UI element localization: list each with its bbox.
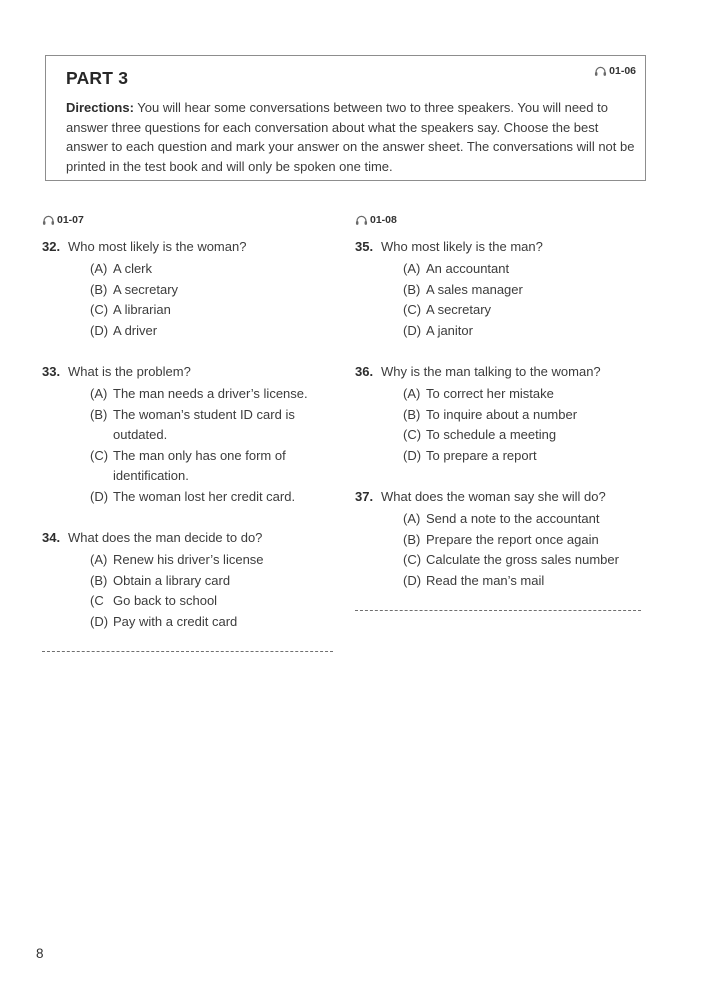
option-text: Read the man’s mail [426,572,545,588]
option-letter: (D) [90,322,109,338]
option-text: A librarian [113,302,171,317]
answer-option [403,509,645,530]
question-text: What does the man decide to do? [68,530,263,545]
answer-option [90,405,342,446]
options-list [42,550,342,632]
option-text: To prepare a report [426,447,537,463]
headphones-icon [594,65,607,77]
question-text: Who most likely is the man? [381,239,543,254]
option-text: Pay with a credit card [113,613,238,629]
answer-option [90,571,342,592]
answer-option [403,384,645,405]
part-title: PART 3 [66,68,129,88]
question-number: 34. [42,530,61,545]
cut-line-dashed [42,651,333,652]
question-line [355,488,645,505]
question-number: 37. [355,489,374,504]
question-number: 35. [355,239,374,254]
answer-option [90,300,342,321]
options-list [42,259,342,341]
option-letter: (B) [90,281,108,297]
audio-track-chip [42,213,342,226]
options-list [42,384,342,507]
question-text: Why is the man talking to the woman? [381,364,601,379]
option-letter: (D) [90,488,109,504]
option-letter: (C) [90,447,109,463]
answer-option [403,300,645,321]
option-letter: (A) [403,511,421,526]
option-letter: (A) [403,261,421,276]
answer-option [403,425,645,446]
option-letter: (C) [403,552,422,567]
option-letter: (A) [90,261,108,276]
option-text: Go back to school [113,593,218,608]
option-letter: (D) [90,613,109,629]
question-line [355,238,645,255]
option-letter: (D) [403,322,422,338]
question-36 [355,363,645,466]
option-letter: (C) [403,302,422,317]
option-text: To inquire about a number [426,406,578,422]
answer-option [403,550,645,571]
directions-text: You will hear some conversations between two to three speakers. You will need to answer three questions for each conversation about what the speakers say. Choose the best answer to each question and mark your answer on the answer sheet. The conversations will not be printed in the test book and will only be spoken one time. [66,100,635,174]
answer-option [90,384,342,405]
answer-option [90,612,342,633]
answer-option [403,321,645,342]
option-text: The woman lost her credit card. [113,488,296,504]
question-37 [355,488,645,591]
option-letter: (D) [403,572,422,588]
answer-option [90,446,342,487]
option-letter: (A) [90,386,108,401]
option-letter: (C [90,593,104,608]
option-text: Send a note to the accountant [426,511,600,526]
option-letter: (D) [403,447,422,463]
question-text: What does the woman say she will do? [381,489,606,504]
answer-option [90,550,342,571]
option-text: A janitor [426,322,473,338]
question-33 [42,363,342,507]
audio-track-chip [355,213,645,226]
option-text: The man needs a driver’s license. [113,386,308,401]
answer-option [403,405,645,426]
question-32 [42,238,342,341]
directions-box [45,55,646,181]
audio-track-label: 01-07 [57,213,84,226]
cut-line-dashed [355,610,641,611]
answer-option [90,321,342,342]
answer-option [403,530,645,551]
question-35 [355,238,645,341]
question-number: 32. [42,239,61,254]
question-text: Who most likely is the woman? [68,239,247,254]
directions-label: Directions: [66,100,134,115]
option-letter: (B) [403,531,421,547]
option-text: Prepare the report once again [426,531,599,547]
option-letter: (B) [403,281,421,297]
question-text: What is the problem? [68,364,191,379]
audio-track-label: 01-06 [609,64,636,77]
audio-track-label: 01-08 [370,213,397,226]
option-text: A clerk [113,261,153,276]
answer-option [403,446,645,467]
question-number: 36. [355,364,374,379]
option-text: Renew his driver’s license [113,552,264,567]
options-list [355,259,645,341]
question-line [42,363,342,380]
option-text: The woman’s student ID card is outdated. [113,406,295,442]
option-text: A secretary [426,302,492,317]
question-number: 33. [42,364,61,379]
directions-paragraph [66,98,636,176]
options-list [355,384,645,466]
option-letter: (C) [90,302,109,317]
question-line [355,363,645,380]
answer-option [403,259,645,280]
question-column-left [42,213,342,652]
answer-option [90,280,342,301]
option-letter: (B) [403,406,421,422]
audio-track-chip [594,64,636,77]
option-letter: (B) [90,406,108,422]
question-line [42,529,342,546]
option-text: The man only has one form of identification. [113,447,286,483]
option-text: Calculate the gross sales number [426,552,619,567]
answer-option [403,571,645,592]
option-text: To schedule a meeting [426,427,557,442]
option-letter: (C) [403,427,422,442]
option-letter: (A) [403,386,421,401]
question-column-right [355,213,645,611]
option-letter: (B) [90,572,108,588]
headphones-icon [355,214,368,226]
page-number: 8 [36,946,44,961]
answer-option [90,591,342,612]
option-text: A secretary [113,281,179,297]
question-line [42,238,342,255]
option-text: An accountant [426,261,510,276]
option-text: A sales manager [426,281,523,297]
option-text: To correct her mistake [426,386,554,401]
option-text: A driver [113,322,158,338]
question-34 [42,529,342,632]
answer-option [90,259,342,280]
headphones-icon [42,214,55,226]
answer-option [90,487,342,508]
answer-option [403,280,645,301]
option-text: Obtain a library card [113,572,231,588]
option-letter: (A) [90,552,108,567]
options-list [355,509,645,591]
